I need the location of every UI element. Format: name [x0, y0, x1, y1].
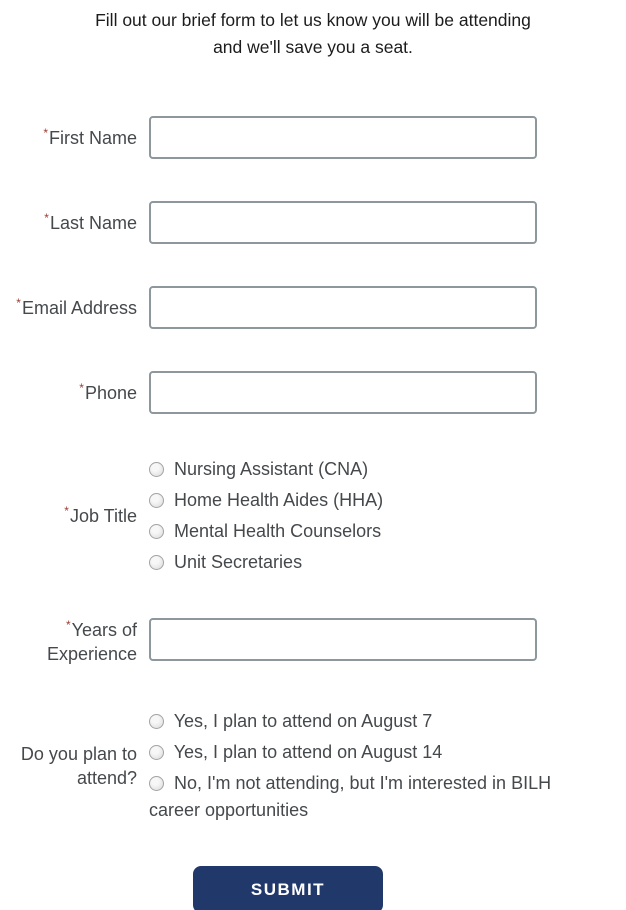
- email-label: *Email Address: [16, 295, 137, 318]
- form-row-email: [0, 286, 626, 329]
- form-intro-line1: Fill out our brief form to let us know you will be attending: [95, 10, 531, 30]
- job-title-label: *Job Title: [64, 504, 137, 526]
- job-title-radio-mental-health[interactable]: [149, 524, 164, 539]
- radio-option-label: No, I'm not attending, but I'm interested in BILH career opportunities: [149, 773, 552, 820]
- form-row-years-experience: [0, 618, 626, 666]
- last-name-input[interactable]: [149, 201, 537, 244]
- last-name-control: [149, 201, 537, 244]
- radio-option-label: Home Health Aides (HHA): [174, 490, 384, 510]
- first-name-control: [149, 116, 537, 159]
- radio-option-label: Yes, I plan to attend on August 14: [173, 742, 443, 762]
- last-name-label: *Last Name: [44, 210, 137, 233]
- phone-input[interactable]: [149, 371, 537, 414]
- job-title-control: [149, 456, 601, 576]
- years-experience-label: *Years of Experience: [46, 618, 137, 664]
- first-name-input[interactable]: [149, 116, 537, 159]
- required-asterisk: *: [64, 504, 69, 518]
- attend-option-not-attending[interactable]: [149, 770, 601, 824]
- attend-option-august-14[interactable]: [149, 739, 601, 766]
- phone-label-cell: [0, 371, 137, 414]
- job-title-option-mental-health[interactable]: [149, 518, 601, 545]
- phone-control: [149, 371, 537, 414]
- attend-radio-not-attending[interactable]: [149, 776, 164, 791]
- form-row-job-title: [0, 456, 626, 576]
- job-title-radio-unit-secretaries[interactable]: [149, 555, 164, 570]
- form-intro-line2: and we'll save you a seat.: [213, 37, 413, 57]
- required-asterisk: *: [16, 295, 21, 310]
- radio-option-label: Nursing Assistant (CNA): [174, 459, 369, 479]
- form-intro: [0, 0, 626, 61]
- attend-radio-august-7[interactable]: [149, 714, 164, 729]
- job-title-radio-group: [149, 456, 601, 576]
- phone-label: *Phone: [79, 380, 137, 403]
- last-name-label-cell: [0, 201, 137, 244]
- first-name-label-cell: [0, 116, 137, 159]
- form-row-first-name: [0, 116, 626, 159]
- required-asterisk: *: [44, 210, 49, 225]
- attend-label-cell: [0, 708, 137, 824]
- submit-button[interactable]: SUBMIT: [193, 866, 383, 910]
- radio-option-label: Unit Secretaries: [174, 552, 303, 572]
- attend-radio-group: [149, 708, 601, 824]
- attend-radio-august-14[interactable]: [149, 745, 164, 760]
- radio-option-label: Yes, I plan to attend on August 7: [173, 711, 433, 731]
- attend-option-august-7[interactable]: [149, 708, 601, 735]
- radio-option-label: Mental Health Counselors: [174, 521, 382, 541]
- job-title-option-unit-secretaries[interactable]: [149, 549, 601, 576]
- required-asterisk: *: [43, 125, 48, 140]
- email-input[interactable]: [149, 286, 537, 329]
- job-title-option-hha[interactable]: [149, 487, 601, 514]
- first-name-label: *First Name: [43, 125, 137, 148]
- years-experience-label-cell: [0, 618, 137, 666]
- job-title-option-cna[interactable]: [149, 456, 601, 483]
- form-row-last-name: [0, 201, 626, 244]
- attend-control: [149, 708, 601, 824]
- required-asterisk: *: [65, 618, 71, 632]
- form-row-attend: [0, 708, 626, 824]
- job-title-radio-hha[interactable]: [149, 493, 164, 508]
- years-experience-input[interactable]: [149, 618, 537, 661]
- form-row-phone: [0, 371, 626, 414]
- job-title-label-cell: [0, 456, 137, 576]
- email-control: [149, 286, 537, 329]
- job-title-radio-cna[interactable]: [149, 462, 164, 477]
- email-label-cell: [0, 286, 137, 329]
- required-asterisk: *: [79, 380, 84, 395]
- years-experience-control: [149, 618, 537, 666]
- attend-label: Do you plan to attend?: [20, 744, 137, 788]
